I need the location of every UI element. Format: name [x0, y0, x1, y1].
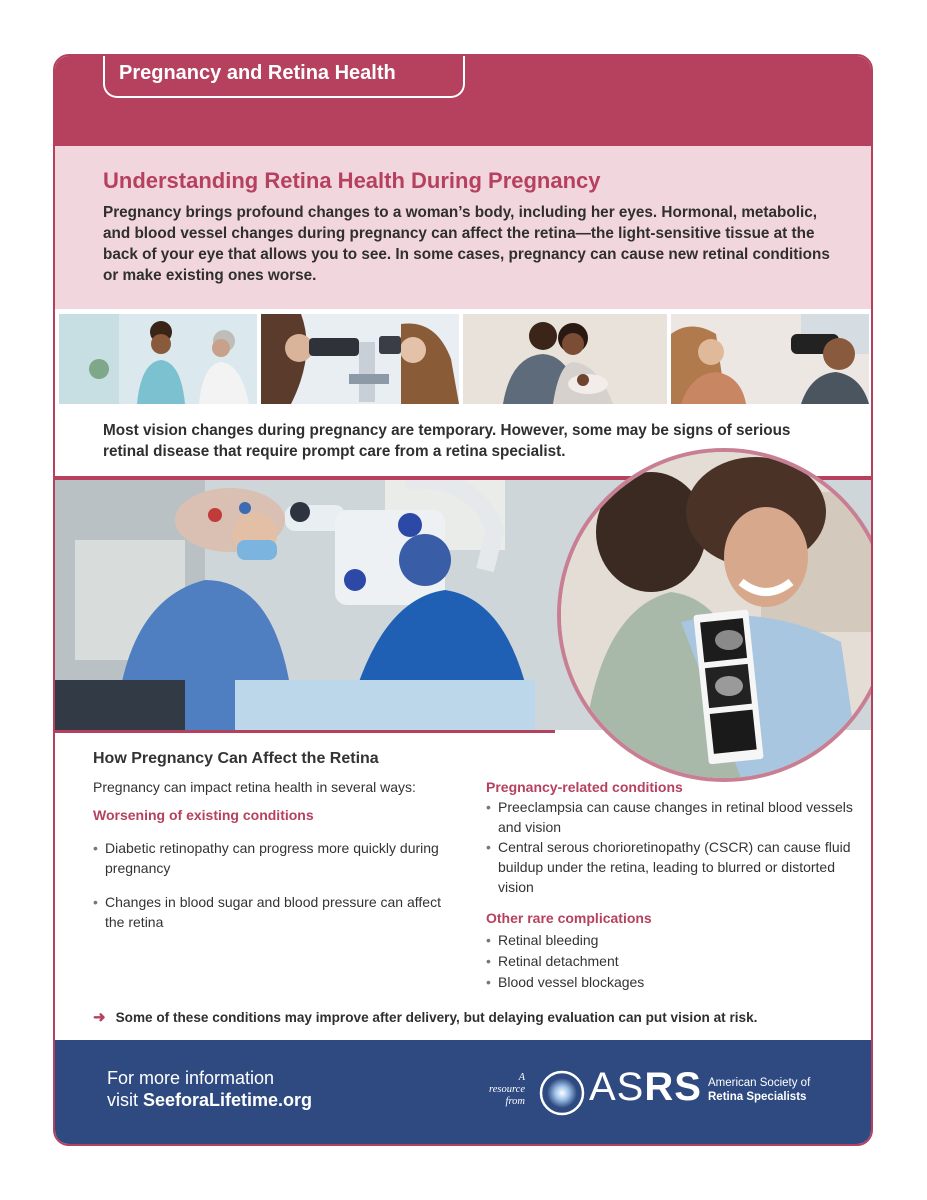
list-item: • Preeclampsia can cause changes in retinal blood vessels and vision [486, 797, 856, 837]
footer-line2 [107, 1090, 312, 1111]
list-item: • Central serous chorioretinopathy (CSCR) can cause fluid buildup under the retina, leading to blurred or distorted vision [486, 837, 856, 897]
list-rare-complications [486, 930, 856, 993]
heading-rare-complications: Other rare complications [486, 910, 652, 926]
how-section-intro: Pregnancy can impact retina health in several ways: [93, 779, 416, 795]
asrs-wordmark-light: AS [589, 1065, 645, 1109]
photo-couple-ultrasound [557, 448, 873, 782]
list-item: • Retinal bleeding [486, 930, 856, 951]
resource-word: resource [489, 1084, 525, 1095]
resource-word: A [518, 1072, 525, 1083]
asrs-logo-icon [539, 1070, 585, 1116]
list-item: • Diabetic retinopathy can progress more quickly during pregnancy [93, 838, 463, 878]
heading-pregnancy-related: Pregnancy-related conditions [486, 779, 683, 795]
org-name [708, 1076, 810, 1104]
resource-label [475, 1072, 525, 1108]
photo-specialist-exam [671, 314, 869, 404]
arrow-right-icon: ➜ [93, 1009, 106, 1026]
delivery-note-text: Some of these conditions may improve after delivery, but delaying evaluation can put vision at risk. [115, 1010, 758, 1025]
footer [55, 1040, 871, 1144]
divider-band-lower [55, 730, 555, 733]
list-pregnancy-related [486, 797, 856, 897]
photo-doctor-patient [59, 314, 257, 404]
list-item: • Blood vessel blockages [486, 972, 856, 993]
vision-changes-note: Most vision changes during pregnancy are temporary. However, some may be signs of serious retinal disease that require prompt care from a retina specialist. [103, 422, 791, 460]
photo-eye-exam [261, 314, 459, 404]
intro-section [55, 146, 871, 309]
delivery-note [93, 1008, 757, 1026]
website-link[interactable]: SeeforaLifetime.org [143, 1090, 313, 1110]
intro-title: Understanding Retina Health During Pregnancy [103, 168, 601, 193]
footer-visit-prefix: visit [107, 1090, 143, 1110]
asrs-wordmark [589, 1065, 702, 1110]
photo-new-parents [463, 314, 667, 404]
title-tab-text: Pregnancy and Retina Health [119, 62, 396, 84]
list-item: • Changes in blood sugar and blood pressure can affect the retina [93, 892, 463, 932]
list-item: • Retinal detachment [486, 951, 856, 972]
org-name-line1: American Society of [708, 1077, 811, 1089]
flyer-card [53, 54, 873, 1146]
list-existing-conditions [93, 838, 463, 932]
resource-word: from [505, 1096, 525, 1107]
asrs-wordmark-bold: RS [644, 1065, 702, 1109]
heading-existing-conditions: Worsening of existing conditions [93, 807, 314, 823]
footer-line1: For more information [107, 1068, 275, 1088]
header-band [55, 56, 871, 146]
intro-body: Pregnancy brings profound changes to a woman’s body, including her eyes. Hormonal, metabolic, and blood vessel changes during pregnancy can affect the retina—the light-sensitive tissue at the back of your eye that allows you to see. In some cases, pregnancy can cause new retinal conditions or make existing ones worse. [103, 204, 830, 284]
how-section-title: How Pregnancy Can Affect the Retina [93, 750, 379, 767]
photo-strip [59, 314, 869, 404]
org-name-line2: Retina Specialists [708, 1091, 807, 1103]
